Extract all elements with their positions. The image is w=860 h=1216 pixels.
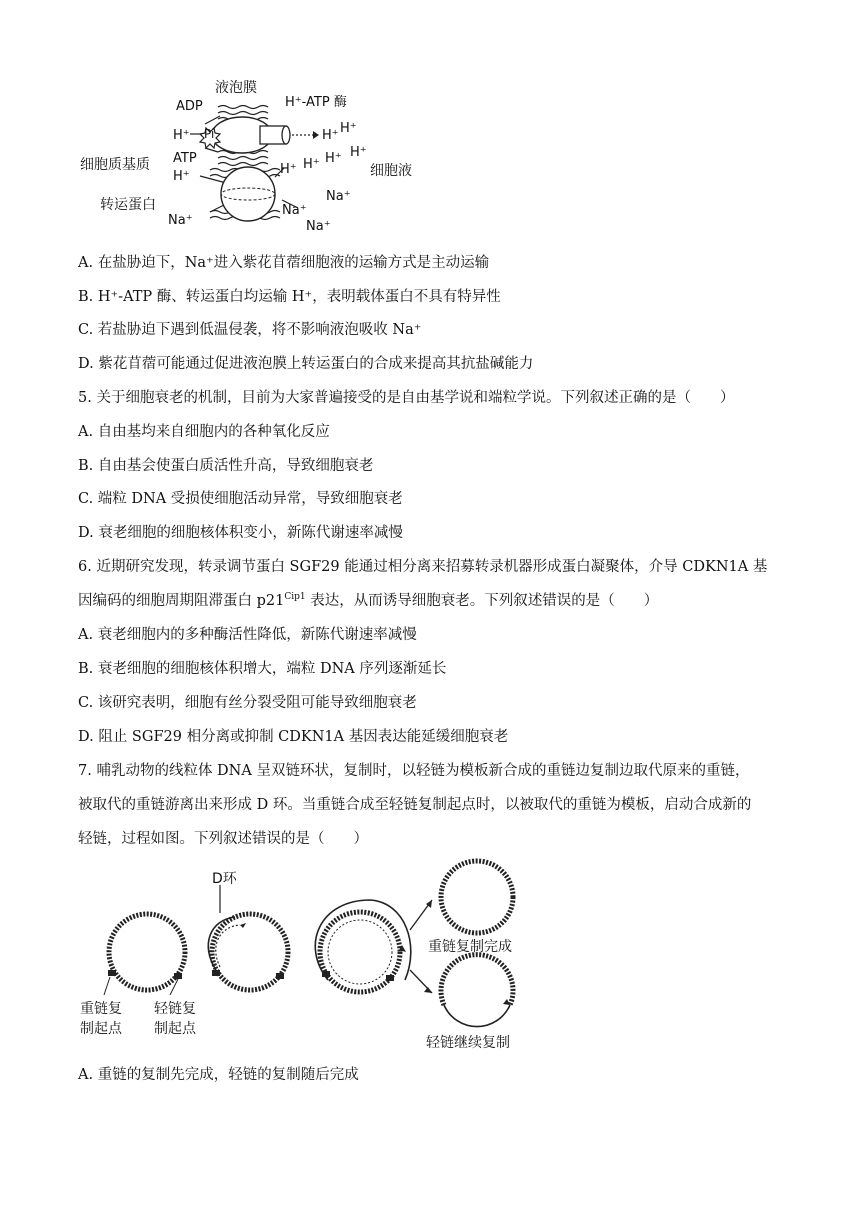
q7-stem-line3: 轻链，过程如图。下列叙述错误的是（ ）: [78, 831, 368, 847]
q6-option-b: [78, 659, 446, 679]
q6-option-a: [78, 625, 417, 645]
q5-stem: 5. 关于细胞衰老的机制，目前为大家普遍接受的是自由基学说和端粒学说。下列叙述正确的是（ ）: [78, 390, 735, 406]
option-letter: C.: [78, 491, 94, 507]
label-h-left: H⁺: [173, 128, 190, 143]
label-na-sap-1: Na⁺: [326, 189, 351, 204]
q6-stem-text: 因编码的细胞周期阻滞蛋白 p21: [78, 593, 285, 609]
option-letter: A.: [78, 1067, 94, 1083]
option-letter: A.: [78, 424, 94, 440]
option-text: 该研究表明，细胞有丝分裂受阻可能导致细胞衰老: [97, 695, 417, 711]
label-h-right-1: H⁺: [322, 128, 339, 143]
dna-circle-light-continue: [441, 955, 513, 1027]
q6-stem-line1: 6. 近期研究发现，转录调节蛋白 SGF29 能通过相分离来招募转录机器形成蛋白凝聚体，介导 CDKN1A 基: [78, 559, 768, 575]
label-light-origin-1: 轻链复: [154, 1001, 196, 1017]
label-h-cyto: H⁺: [173, 169, 190, 184]
option-letter: A.: [78, 255, 94, 271]
label-adp: ADP: [176, 99, 203, 114]
q6-option-d: [78, 727, 508, 747]
label-vacuole-membrane: 液泡膜: [215, 80, 257, 96]
q6-stem-line2: [78, 591, 658, 611]
option-text: 若盐胁迫下遇到低温侵袭，将不影响液泡吸收 Na⁺: [97, 322, 422, 338]
proton-channel: [260, 126, 290, 144]
label-h-sap-2: H⁺: [303, 157, 320, 172]
q5-option-a: [78, 422, 330, 442]
option-letter: D.: [78, 525, 94, 541]
label-h-sap-3: H⁺: [325, 151, 342, 166]
q7-stem-line1: 7. 哺乳动物的线粒体 DNA 呈双链环状，复制时，以轻链为模板新合成的重链边复制边取代原来的重链，: [78, 763, 750, 779]
q4-option-a: [78, 253, 489, 273]
option-letter: B.: [78, 458, 94, 474]
label-cell-sap: 细胞液: [370, 163, 412, 179]
q5-option-d: [78, 523, 403, 543]
q7-option-a: [78, 1065, 359, 1085]
mtdna-replication-diagram: [70, 855, 540, 1055]
option-letter: C.: [78, 322, 94, 338]
q4-option-d: [78, 354, 533, 374]
option-text: 自由基均来自细胞内的各种氧化反应: [97, 424, 330, 440]
option-text: H⁺-ATP 酶、转运蛋白均运输 H⁺，表明载体蛋白不具有特异性: [97, 289, 501, 305]
option-letter: B.: [78, 661, 94, 677]
dna-circle-d-loop: [208, 885, 288, 990]
label-atp: ATP: [173, 151, 197, 166]
label-h-sap-1: H⁺: [280, 162, 297, 177]
option-letter: D.: [78, 356, 94, 372]
q4-option-b: [78, 287, 501, 307]
label-d-loop: D环: [212, 871, 237, 887]
option-text: 衰老细胞内的多种酶活性降低，新陈代谢速率减慢: [97, 627, 417, 643]
label-h-atpase: H⁺-ATP 酶: [285, 95, 347, 110]
q4-option-c: [78, 320, 421, 340]
q5-option-c: [78, 489, 403, 509]
label-h-sap-4: H⁺: [350, 145, 367, 160]
label-na-cyto: Na⁺: [168, 213, 193, 228]
label-light-continue: 轻链继续复制: [426, 1035, 510, 1051]
q6-option-c: [78, 693, 417, 713]
option-text: 端粒 DNA 受损使细胞活动异常，导致细胞衰老: [97, 491, 403, 507]
label-heavy-origin-1: 重链复: [80, 1001, 122, 1017]
option-text: 自由基会使蛋白质活性升高，导致细胞衰老: [97, 458, 374, 474]
option-text: 紫花苜蓿可能通过促进液泡膜上转运蛋白的合成来提高其抗盐碱能力: [98, 356, 534, 372]
label-na-sap-3: Na⁺: [306, 219, 331, 234]
option-letter: C.: [78, 695, 94, 711]
label-heavy-done: 重链复制完成: [428, 939, 512, 955]
option-letter: B.: [78, 289, 94, 305]
dna-circle-initial: [108, 914, 185, 990]
label-light-origin-2: 制起点: [154, 1021, 196, 1037]
option-text: 在盐胁迫下，Na⁺进入紫花苜蓿细胞液的运输方式是主动运输: [97, 255, 490, 271]
dna-circle-heavy-growing: [315, 900, 411, 992]
label-cytoplasm-matrix: 细胞质基质: [80, 157, 150, 173]
option-letter: A.: [78, 627, 94, 643]
label-h-right-2: H⁺: [340, 121, 357, 136]
vacuole-transport-diagram: [70, 72, 430, 242]
q7-stem-line2: 被取代的重链游离出来形成 D 环。当重链合成至轻链复制起点时，以被取代的重链为模板，启动合成新的: [78, 797, 752, 813]
option-text: 衰老细胞的细胞核体积变小，新陈代谢速率减慢: [98, 525, 403, 541]
option-text: 衰老细胞的细胞核体积增大，端粒 DNA 序列逐渐延长: [97, 661, 447, 677]
label-na-sap-2: Na⁺: [282, 203, 307, 218]
q5-option-b: [78, 456, 373, 476]
label-heavy-origin-2: 制起点: [80, 1021, 122, 1037]
q6-stem-text: 表达，从而诱导细胞衰老。下列叙述错误的是（ ）: [305, 593, 659, 609]
option-letter: D.: [78, 729, 94, 745]
option-text: 阻止 SGF29 相分离或抑制 CDKN1A 基因表达能延缓细胞衰老: [98, 729, 509, 745]
transport-protein-sphere: [221, 167, 275, 221]
label-pi: Pi: [204, 127, 215, 141]
p21-superscript: Cip1: [284, 592, 306, 603]
option-text: 重链的复制先完成，轻链的复制随后完成: [97, 1067, 359, 1083]
label-transport-protein: 转运蛋白: [100, 197, 156, 213]
dna-circle-heavy-done: [441, 861, 513, 933]
